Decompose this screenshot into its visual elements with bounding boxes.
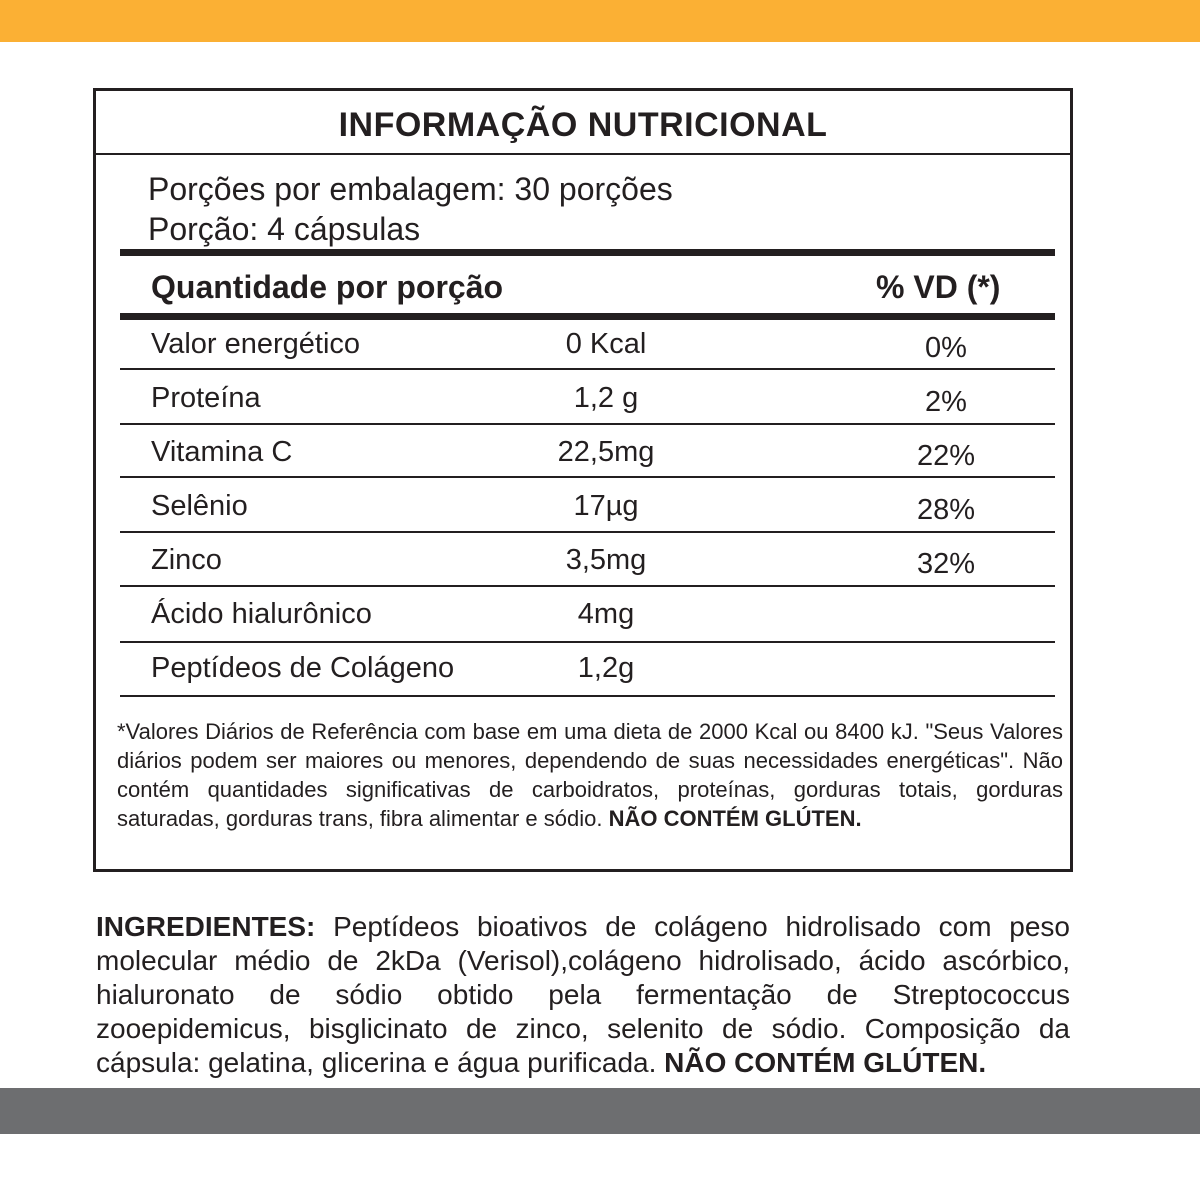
nutrient-amount: 22,5mg (557, 436, 655, 468)
table-row (96, 644, 1070, 698)
row-divider (120, 368, 1055, 370)
ingredients-section (96, 910, 1070, 1080)
table-row (96, 374, 1070, 428)
nutrient-name: Ácido hialurônico (151, 598, 372, 630)
nutrient-daily-value: 32% (916, 548, 976, 580)
row-divider (120, 585, 1055, 587)
ingredients-gluten-notice: NÃO CONTÉM GLÚTEN. (664, 1047, 987, 1078)
nutrient-daily-value: 2% (925, 386, 967, 418)
nutrient-daily-value: 22% (916, 440, 976, 472)
row-divider (120, 695, 1055, 697)
table-row (96, 320, 1070, 374)
nutrient-name: Selênio (151, 490, 248, 522)
nutrient-name: Peptídeos de Colágeno (151, 652, 455, 684)
header-amount-per-serving: Quantidade por porção (151, 269, 504, 305)
nutrient-name: Valor energético (151, 328, 361, 360)
nutrient-amount: 1,2 g (573, 382, 639, 414)
row-divider (120, 531, 1055, 533)
row-divider (120, 423, 1055, 425)
table-row (96, 428, 1070, 482)
gluten-free-notice: NÃO CONTÉM GLÚTEN. (608, 806, 862, 831)
nutrient-amount: 0 Kcal (565, 328, 647, 360)
divider-thick-header (120, 313, 1055, 320)
panel-title: INFORMAÇÃO NUTRICIONAL (96, 91, 1070, 155)
nutrition-facts-panel (93, 88, 1073, 872)
footnote-text: *Valores Diários de Referência com base em uma dieta de 2000 Kcal ou 8400 kJ. "Seus Valores diários podem ser maiores ou menores, dependendo de suas necessidades energéticas". Não contém quantidades significativas de carboidratos, proteínas, gorduras totais, gorduras saturadas, gorduras trans, fibra alimentar e sódio. (117, 719, 1063, 831)
nutrient-name: Zinco (151, 544, 222, 576)
serving-info (148, 169, 673, 249)
nutrient-daily-value: 28% (916, 494, 976, 526)
table-row (96, 482, 1070, 536)
footnote (117, 717, 1063, 833)
servings-per-package: Porções por embalagem: 30 porções (148, 171, 673, 207)
nutrient-amount: 17µg (573, 490, 639, 522)
nutrient-amount: 4mg (577, 598, 635, 630)
row-divider (120, 641, 1055, 643)
nutrient-amount: 1,2g (577, 652, 635, 684)
serving-size: Porção: 4 cápsulas (148, 211, 421, 247)
row-divider (120, 476, 1055, 478)
ingredients-text: Peptídeos bioativos de colágeno hidrolisado com peso molecular médio de 2kDa (Verisol),colágeno hidrolisado, ácido ascórbico, hialuronato de sódio obtido pela fermentação de Streptococcus zooepidemicus, bisglicinato de zinco, selenito de sódio. Composição da cápsula: gelatina, glicerina e água purificada. (96, 911, 1070, 1078)
top-accent-bar (0, 0, 1200, 42)
bottom-accent-bar (0, 1088, 1200, 1134)
header-daily-value: % VD (*) (876, 269, 1001, 305)
divider-thick-top (120, 249, 1055, 256)
table-row (96, 590, 1070, 644)
nutrient-name: Proteína (151, 382, 261, 414)
table-row (96, 536, 1070, 590)
nutrient-name: Vitamina C (151, 436, 293, 468)
nutrient-daily-value: 0% (925, 332, 967, 364)
nutrient-amount: 3,5mg (565, 544, 647, 576)
ingredients-label: INGREDIENTES: (96, 911, 316, 942)
